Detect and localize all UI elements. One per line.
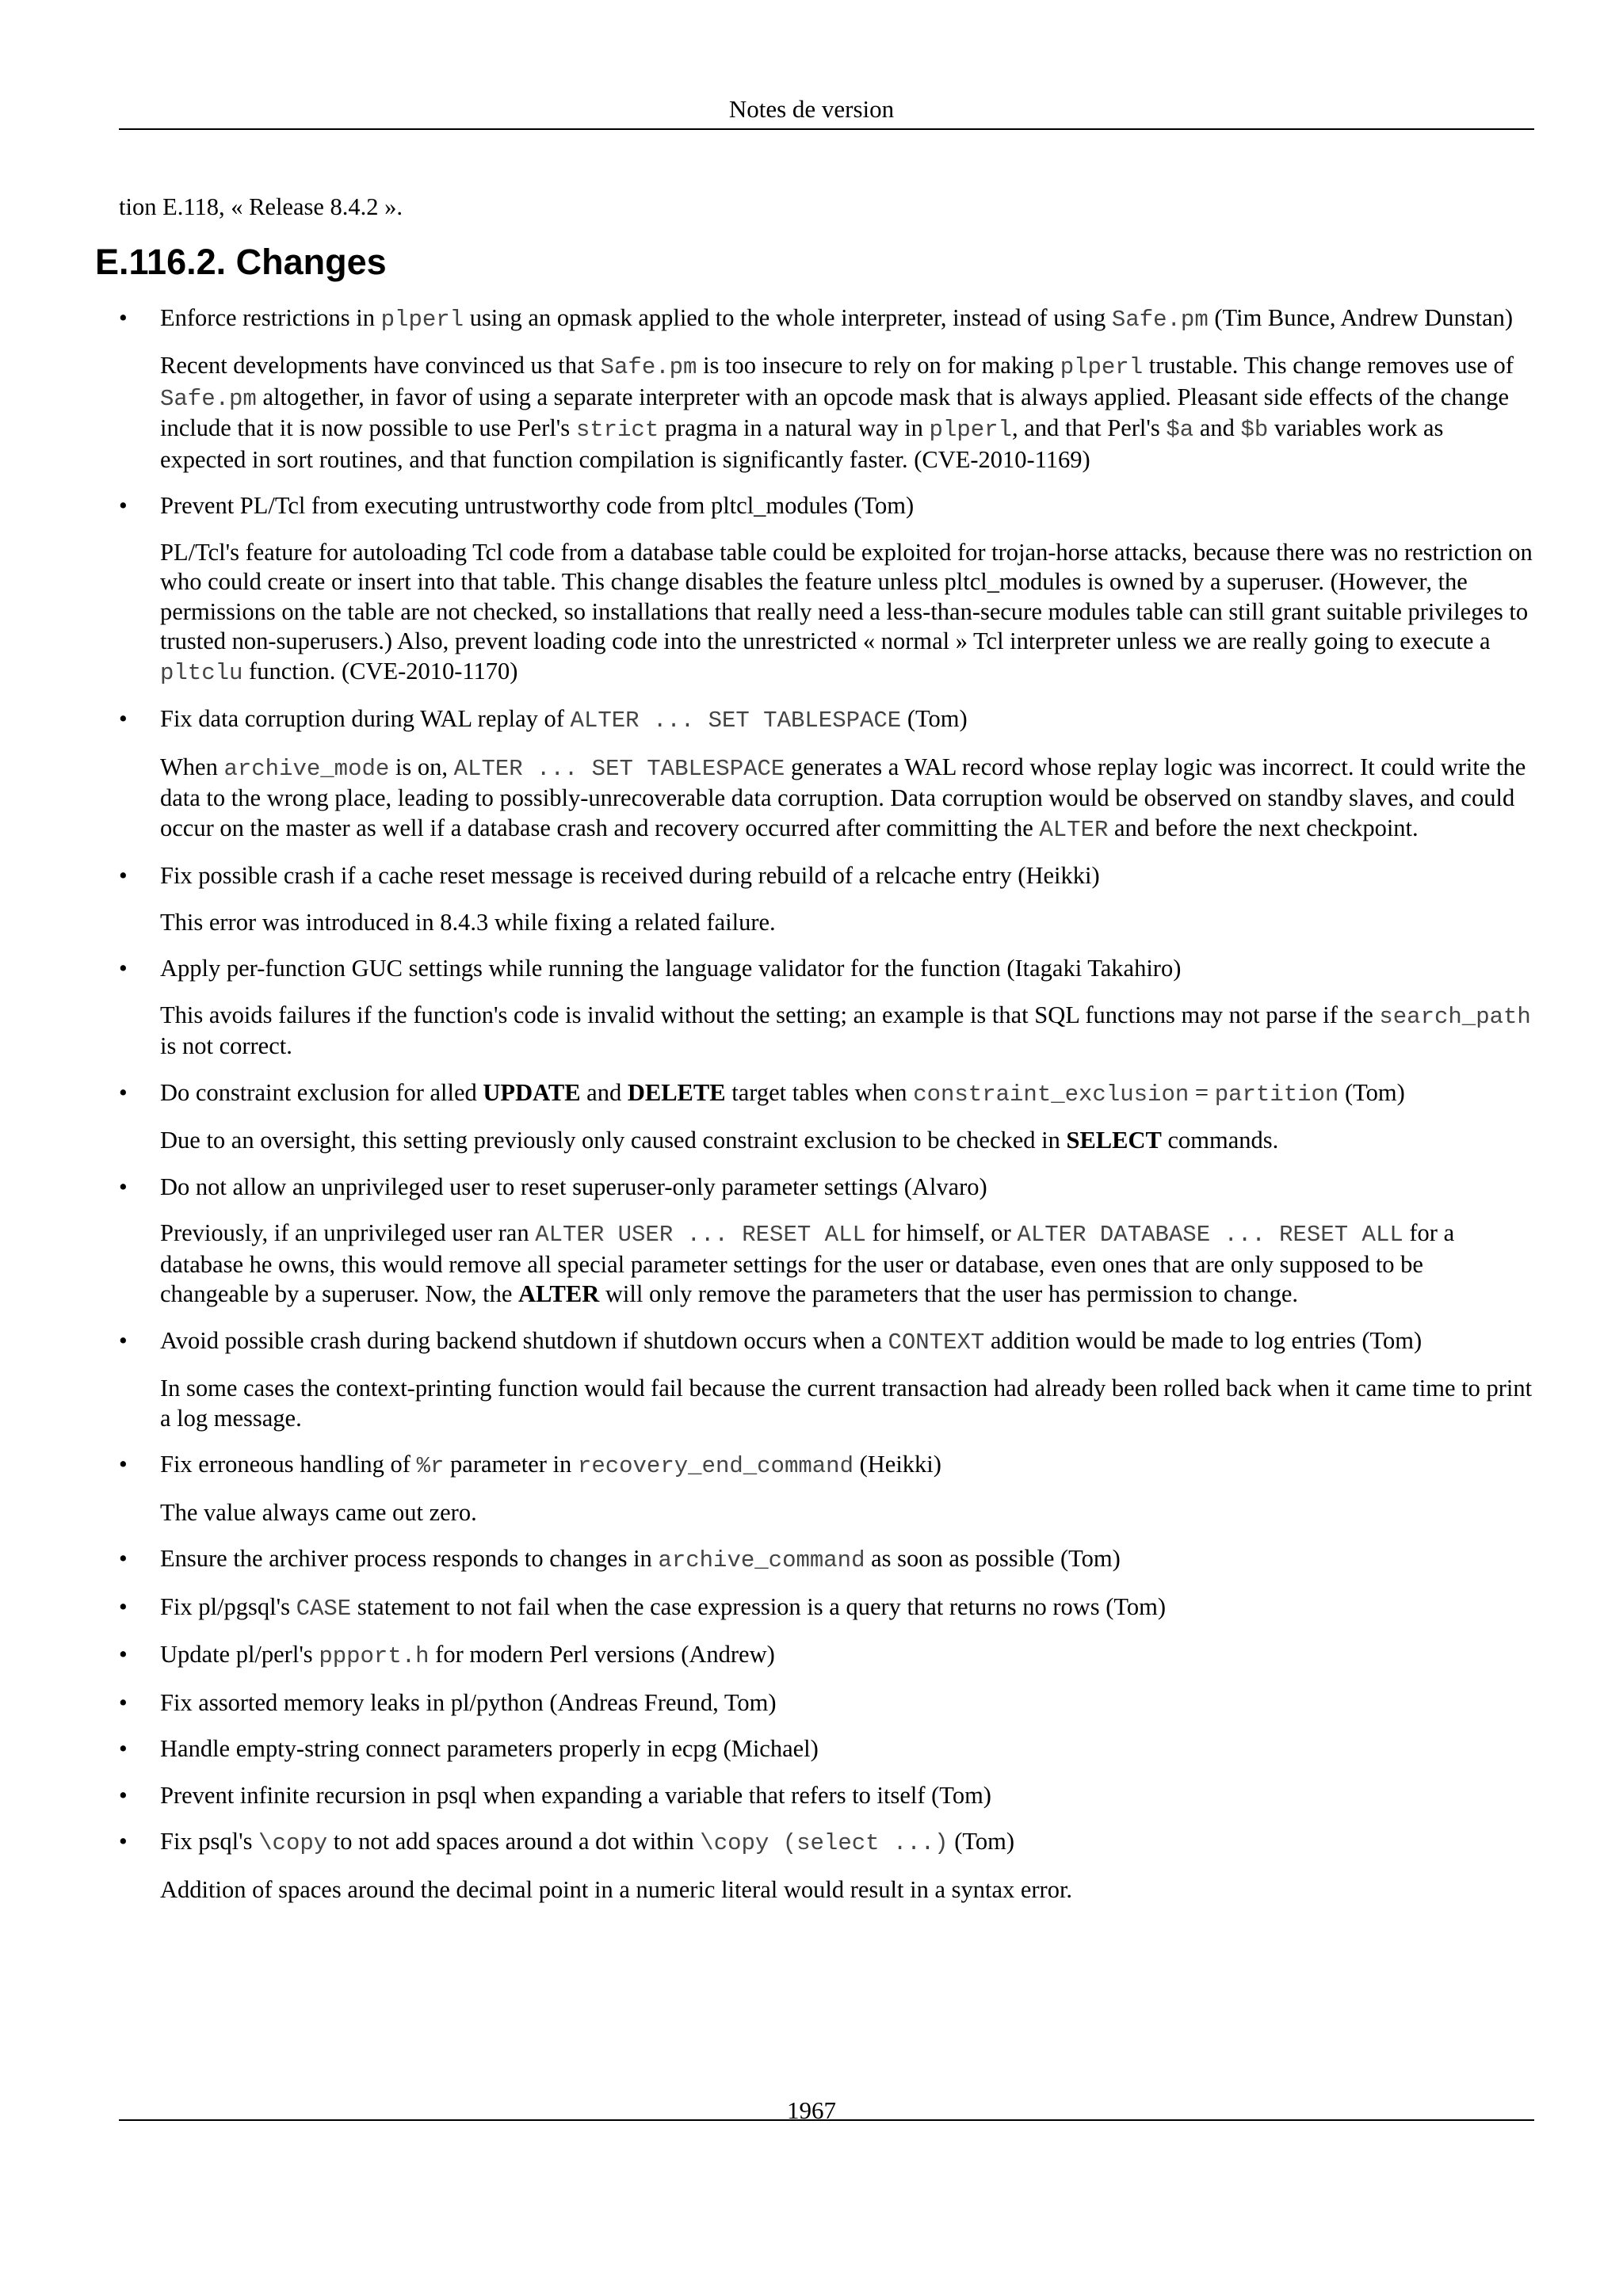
change-item — [119, 861, 1534, 937]
change-title — [160, 1640, 1534, 1672]
code-literal: ALTER DATABASE ... RESET ALL — [1017, 1222, 1403, 1248]
code-literal: \copy (select ...) — [700, 1830, 949, 1856]
text-run: parameter in — [444, 1451, 578, 1478]
text-run: function. (CVE-2010-1170) — [242, 657, 518, 685]
change-item — [119, 1640, 1534, 1672]
text-run: will only remove the parameters that the user has permission to change. — [599, 1280, 1298, 1307]
code-literal: Safe.pm — [160, 385, 257, 412]
code-literal: archive_command — [658, 1547, 865, 1573]
change-title — [160, 861, 1534, 891]
code-literal: $b — [1240, 417, 1269, 443]
change-title — [160, 1450, 1534, 1482]
text-run: Prevent PL/Tcl from executing untrustworthy code from pltcl_modules (Tom) — [160, 492, 915, 519]
change-item — [119, 1781, 1534, 1811]
text-run: for modern Perl versions (Andrew) — [429, 1641, 775, 1668]
bold-keyword: DELETE — [627, 1078, 726, 1106]
header-rule — [119, 128, 1534, 130]
text-run: This avoids failures if the function's code is invalid without the setting; an example is that SQL functions may not parse if the — [160, 1001, 1380, 1028]
code-literal: plperl — [929, 417, 1012, 443]
code-literal: ALTER ... SET TABLESPACE — [453, 755, 785, 782]
text-run: is on, — [389, 753, 454, 780]
code-literal: $a — [1166, 417, 1194, 443]
text-run: When — [160, 753, 224, 780]
page-number: 1967 — [787, 2096, 836, 2124]
text-run: to not add spaces around a dot within — [327, 1828, 701, 1855]
text-run: for himself, or — [865, 1219, 1018, 1246]
text-run: Recent developments have convinced us that — [160, 352, 601, 379]
code-literal: search_path — [1379, 1003, 1531, 1030]
change-item — [119, 704, 1534, 845]
change-title — [160, 1781, 1534, 1811]
code-literal: \copy — [258, 1830, 328, 1856]
change-item — [119, 491, 1534, 688]
text-run: Enforce restrictions in — [160, 303, 381, 331]
change-description — [160, 1219, 1534, 1310]
text-run: is too insecure to rely on for making — [697, 352, 1060, 379]
change-title — [160, 303, 1534, 335]
change-item — [119, 1326, 1534, 1434]
change-description — [160, 1498, 1534, 1528]
text-run: Fix pl/pgsql's — [160, 1592, 296, 1620]
text-run: is not correct. — [160, 1032, 292, 1059]
text-run: trustable. This change removes use of — [1143, 352, 1514, 379]
change-title — [160, 1173, 1534, 1203]
code-literal: plperl — [380, 306, 464, 333]
text-run: Fix data corruption during WAL replay of — [160, 705, 571, 732]
text-run: This error was introduced in 8.4.3 while fixing a related failure. — [160, 908, 776, 936]
text-run: In some cases the context-printing function would fail because the current transaction had already been rolled back when it came time to print a log message. — [160, 1375, 1533, 1432]
change-title — [160, 1078, 1534, 1110]
text-run: commands. — [1161, 1127, 1279, 1154]
change-description — [160, 1126, 1534, 1156]
text-run: and — [580, 1078, 628, 1106]
text-run: addition would be made to log entries (Tom) — [984, 1326, 1423, 1354]
bold-keyword: ALTER — [517, 1280, 600, 1307]
change-description — [160, 1001, 1534, 1062]
change-item — [119, 1688, 1534, 1718]
text-run: The value always came out zero. — [160, 1498, 477, 1526]
section-heading: E.116.2. Changes — [95, 241, 387, 282]
code-literal: ALTER ... SET TABLESPACE — [570, 707, 902, 734]
code-literal: pltclu — [160, 659, 243, 686]
text-run: Do not allow an unprivileged user to reset superuser-only parameter settings (Alvaro) — [160, 1173, 987, 1200]
code-literal: ppport.h — [319, 1643, 430, 1669]
text-run: altogether, in favor of using a separate interpreter with an opcode mask that is always applied. Pleasant side effects of the change include that it is now possible to use Perl's — [160, 383, 1510, 441]
change-item — [119, 1734, 1534, 1764]
text-run: Do constraint exclusion for alled — [160, 1078, 483, 1106]
code-literal: %r — [416, 1453, 445, 1479]
code-literal: Safe.pm — [1111, 306, 1209, 333]
text-run: , and that Perl's — [1011, 414, 1167, 441]
continued-text: tion E.118, « Release 8.4.2 ». — [119, 193, 403, 220]
change-item — [119, 1173, 1534, 1310]
text-run: Avoid possible crash during backend shutdown if shutdown occurs when a — [160, 1326, 888, 1354]
changes-list — [119, 303, 1534, 1905]
change-title — [160, 1688, 1534, 1718]
text-run: Due to an oversight, this setting previously only caused constraint exclusion to be checked in — [160, 1127, 1067, 1154]
change-item — [119, 1827, 1534, 1905]
text-run: variables work as expected in sort routines, and that function compilation is significantly faster. (CVE-2010-1169) — [160, 414, 1444, 473]
change-title — [160, 1326, 1534, 1358]
text-run: statement to not fail when the case expression is a query that returns no rows (Tom) — [351, 1592, 1167, 1620]
change-item — [119, 1592, 1534, 1624]
text-run: Fix erroneous handling of — [160, 1451, 417, 1478]
code-literal: plperl — [1060, 354, 1144, 380]
code-literal: constraint_exclusion — [913, 1081, 1190, 1108]
text-run: and — [1193, 414, 1241, 441]
text-run: Addition of spaces around the decimal point in a numeric literal would result in a syntax error. — [160, 1875, 1073, 1903]
change-title — [160, 954, 1534, 984]
text-run: Prevent infinite recursion in psql when expanding a variable that refers to itself (Tom) — [160, 1781, 991, 1809]
code-literal: strict — [575, 417, 659, 443]
code-literal: CASE — [296, 1595, 352, 1622]
change-title — [160, 1592, 1534, 1624]
change-item — [119, 1078, 1534, 1156]
code-literal: archive_mode — [223, 755, 390, 782]
text-run: as soon as possible (Tom) — [865, 1545, 1121, 1572]
change-item — [119, 1544, 1534, 1576]
text-run: Apply per-function GUC settings while running the language validator for the function (Itagaki Takahiro) — [160, 955, 1182, 982]
text-run: Fix possible crash if a cache reset message is received during rebuild of a relcache entry (Heikki) — [160, 862, 1100, 889]
text-run: Fix psql's — [160, 1828, 259, 1855]
change-title — [160, 1544, 1534, 1576]
text-run: using an opmask applied to the whole interpreter, instead of using — [464, 303, 1112, 331]
text-run: target tables when — [725, 1078, 914, 1106]
text-run: Previously, if an unprivileged user ran — [160, 1219, 536, 1246]
text-run: Fix assorted memory leaks in pl/python (Andreas Freund, Tom) — [160, 1688, 777, 1716]
text-run: (Heikki) — [853, 1451, 941, 1478]
code-literal: recovery_end_command — [577, 1453, 854, 1479]
change-description — [160, 1875, 1534, 1905]
change-description — [160, 538, 1534, 688]
change-title — [160, 704, 1534, 736]
change-description — [160, 908, 1534, 938]
text-run: Ensure the archiver process responds to changes in — [160, 1545, 659, 1572]
text-run: pragma in a natural way in — [659, 414, 930, 441]
running-header: Notes de version — [728, 95, 895, 123]
text-run: Update pl/perl's — [160, 1641, 319, 1668]
code-literal: partition — [1214, 1081, 1339, 1108]
change-title — [160, 1734, 1534, 1764]
change-description — [160, 351, 1534, 475]
text-run: (Tom) — [1338, 1078, 1405, 1106]
bold-keyword: SELECT — [1066, 1127, 1162, 1154]
change-item — [119, 303, 1534, 475]
code-literal: CONTEXT — [888, 1329, 985, 1356]
code-literal: ALTER — [1039, 816, 1109, 843]
page-content — [95, 193, 1534, 1921]
text-run: (Tom) — [901, 705, 968, 732]
text-run: for a database he owns, this would remove all special parameter settings for the user or database, even ones that are only supposed to be changeable by a superuser. Now, the — [160, 1219, 1455, 1307]
text-run: = — [1189, 1078, 1215, 1106]
code-literal: Safe.pm — [600, 354, 697, 380]
text-run: (Tim Bunce, Andrew Dunstan) — [1208, 303, 1514, 331]
bold-keyword: UPDATE — [483, 1078, 581, 1106]
text-run: and before the next checkpoint. — [1108, 814, 1419, 841]
code-literal: ALTER USER ... RESET ALL — [535, 1222, 866, 1248]
text-run: Handle empty-string connect parameters properly in ecpg (Michael) — [160, 1735, 819, 1762]
text-run: (Tom) — [948, 1828, 1014, 1855]
change-title — [160, 491, 1534, 521]
change-item — [119, 954, 1534, 1062]
change-description — [160, 753, 1534, 845]
text-run: PL/Tcl's feature for autoloading Tcl code from a database table could be exploited for trojan-horse attacks, because there was no restriction on who could create or insert into that table. This change disables the feature unless pltcl_modules is owned by a superuser. (However, the permissions on the table are not checked, so installations that really need a less-than-secure modules table can still grant suitable privileges to trusted non-superusers.) Also, prevent loading code into the unrestricted « normal » Tcl interpreter unless we are really going to execute a — [160, 538, 1533, 654]
change-item — [119, 1450, 1534, 1527]
change-title — [160, 1827, 1534, 1859]
change-description — [160, 1374, 1534, 1433]
text-run: generates a WAL record whose replay logic was incorrect. It could write the data to the wrong place, leading to possibly-unrecoverable data corruption. Data corruption would be observed on standby slaves, and could occur on the master as well if a database crash and recovery occurred after committing the — [160, 753, 1526, 841]
